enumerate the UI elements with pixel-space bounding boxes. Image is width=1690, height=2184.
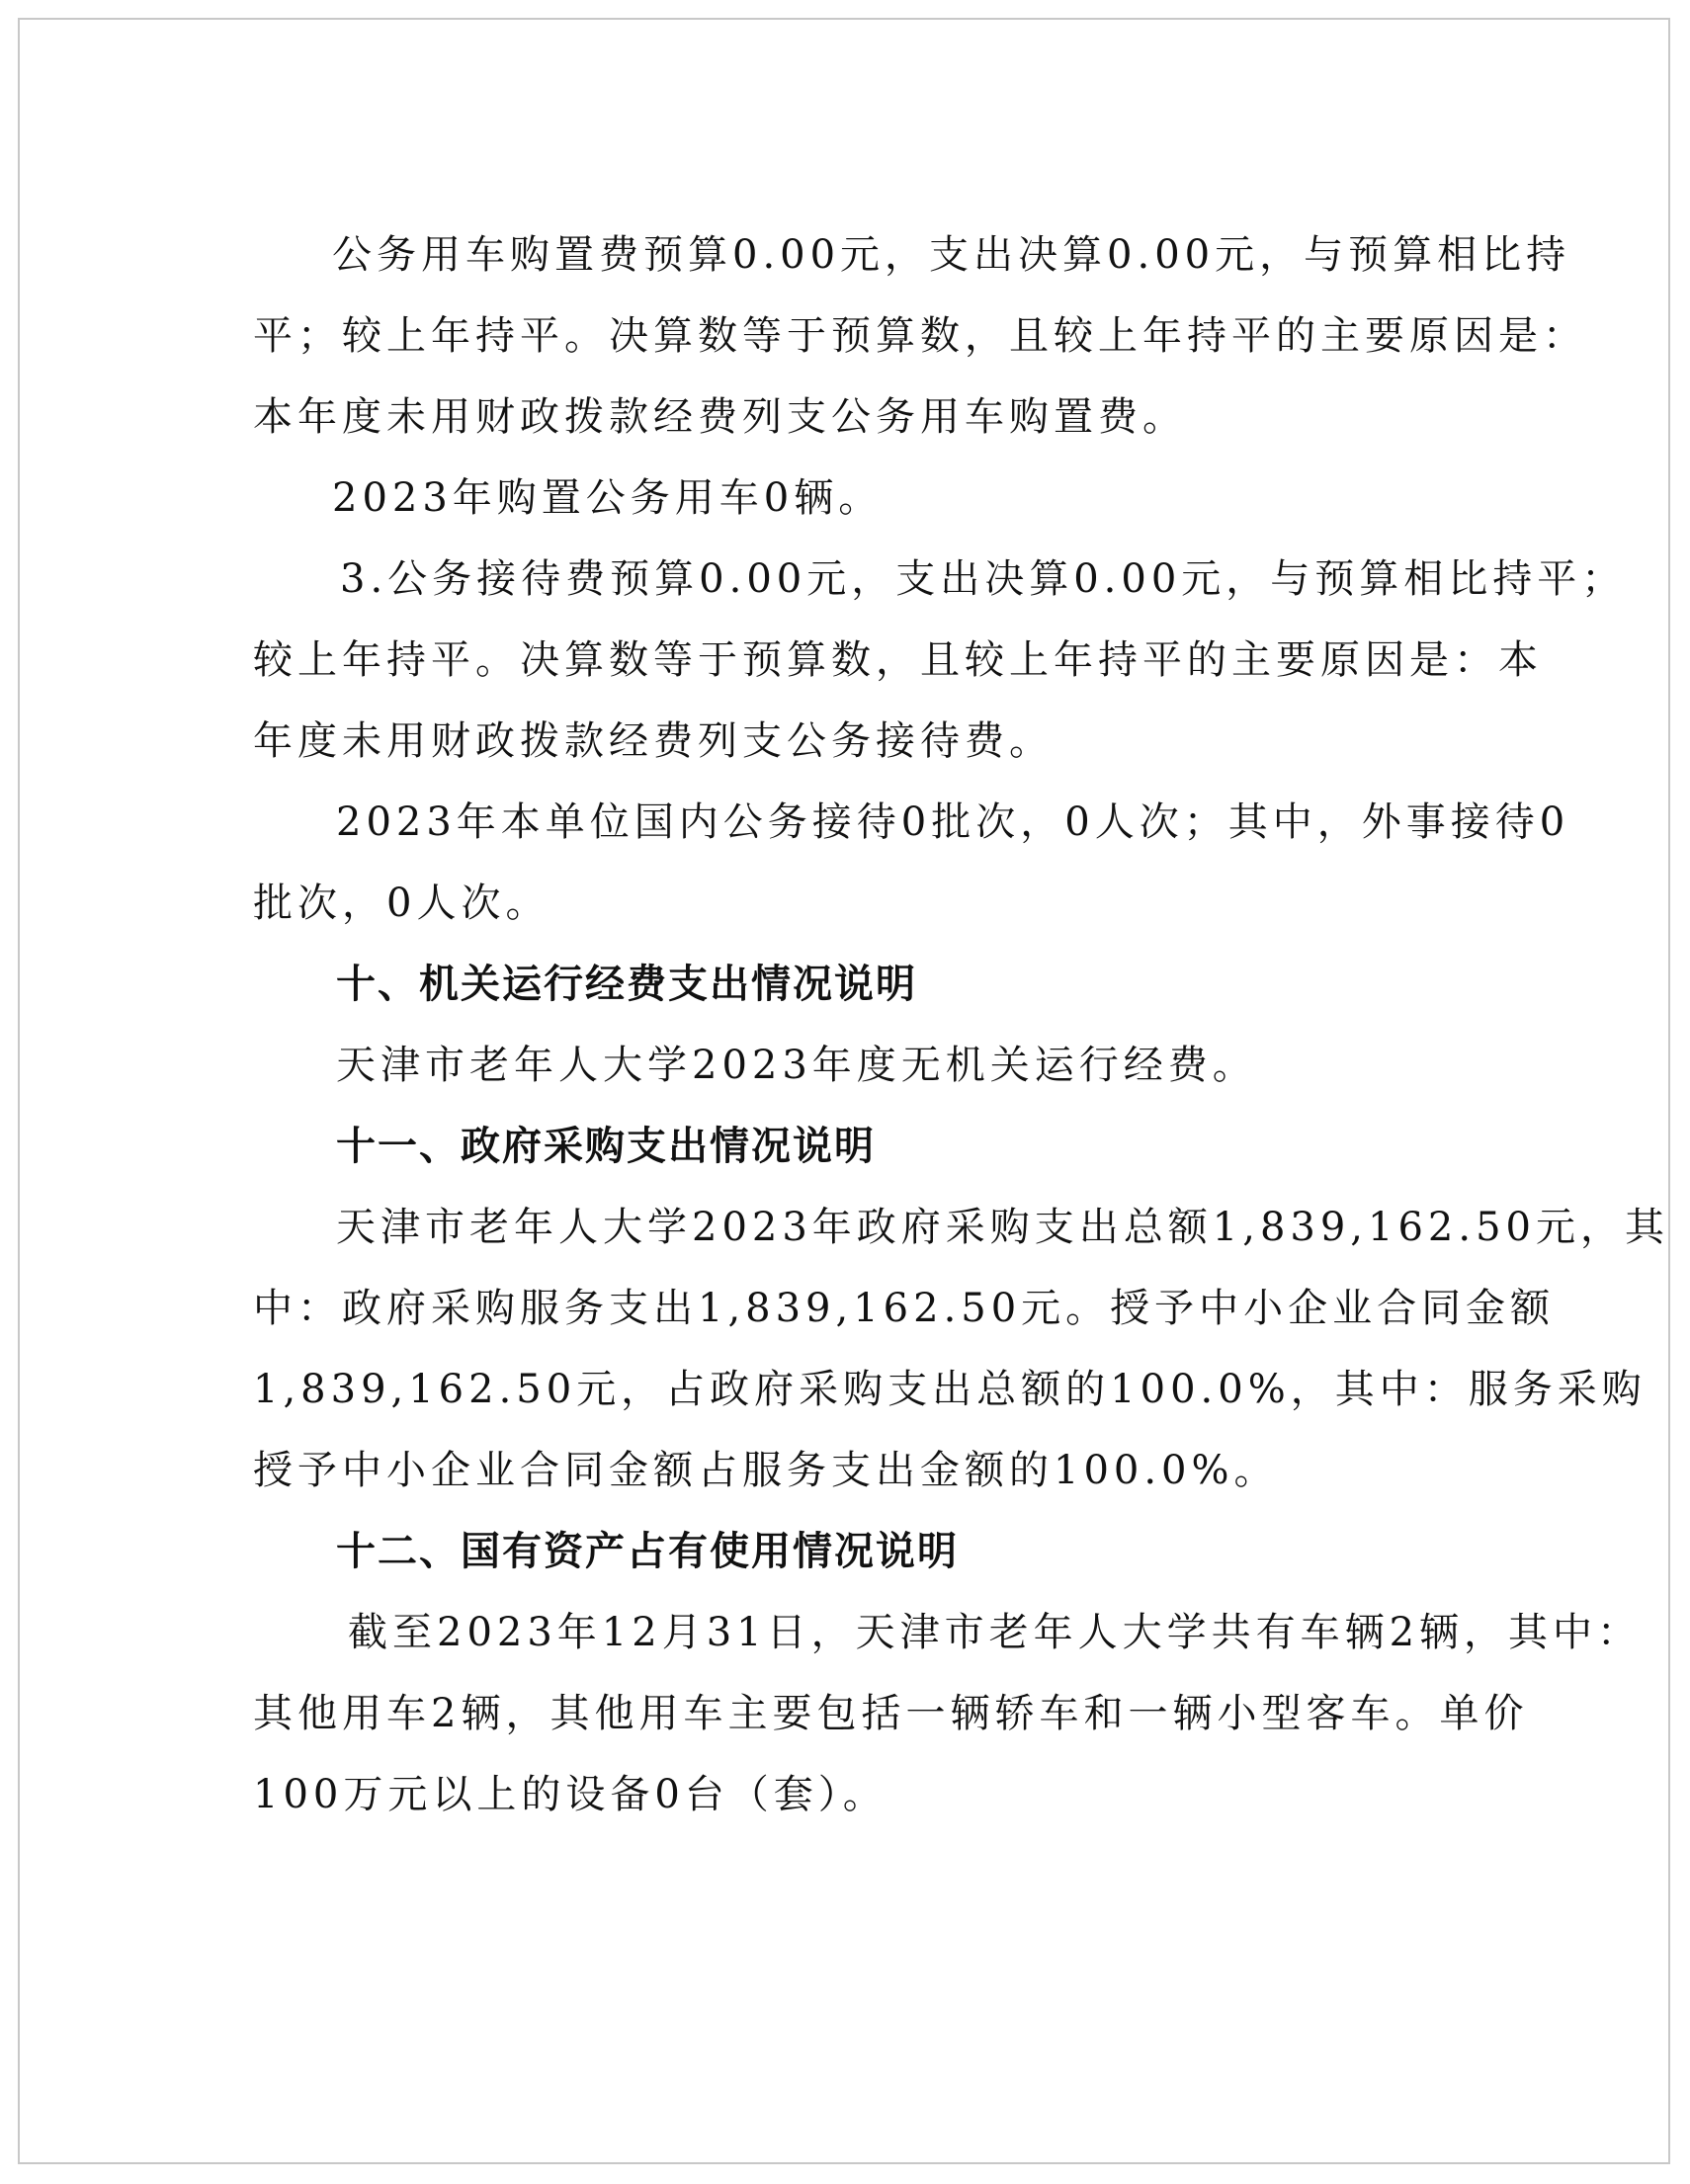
paragraph-line-14: 中：政府采购服务支出1,839,162.50元。授予中小企业合同金额	[253, 1286, 1556, 1331]
paragraph-line-5: 3.公务接待费预算0.00元，支出决算0.00元，与预算相比持平；	[340, 556, 1627, 602]
section-heading-10: 十、机关运行经费支出情况说明	[336, 962, 917, 1007]
section-heading-11: 十一、政府采购支出情况说明	[336, 1124, 876, 1169]
paragraph-line-2: 平；较上年持平。决算数等于预算数，且较上年持平的主要原因是：	[253, 313, 1587, 359]
paragraph-line-4: 2023年购置公务用车0辆。	[332, 475, 884, 521]
paragraph-line-18: 截至2023年12月31日，天津市老年人大学共有车辆2辆，其中：	[348, 1610, 1643, 1655]
paragraph-line-13: 天津市老年人大学2023年政府采购支出总额1,839,162.50元，其	[336, 1205, 1669, 1250]
paragraph-line-8: 2023年本单位国内公务接待0批次，0人次；其中，外事接待0	[336, 799, 1570, 845]
paragraph-line-15: 1,839,162.50元，占政府采购支出总额的100.0%，其中：服务采购	[253, 1367, 1647, 1412]
paragraph-line-6: 较上年持平。决算数等于预算数，且较上年持平的主要原因是：本	[253, 637, 1543, 683]
paragraph-line-7: 年度未用财政拨款经费列支公务接待费。	[253, 718, 1054, 764]
paragraph-line-11: 天津市老年人大学2023年度无机关运行经费。	[336, 1043, 1257, 1088]
paragraph-line-20: 100万元以上的设备0台（套）。	[253, 1772, 887, 1817]
section-heading-12: 十二、国有资产占有使用情况说明	[336, 1529, 959, 1574]
paragraph-line-16: 授予中小企业合同金额占服务支出金额的100.0%。	[253, 1448, 1279, 1493]
paragraph-line-9: 批次，0人次。	[253, 881, 550, 926]
paragraph-line-19: 其他用车2辆，其他用车主要包括一辆轿车和一辆小型客车。单价	[253, 1691, 1529, 1736]
paragraph-line-1: 公务用车购置费预算0.00元，支出决算0.00元，与预算相比持	[332, 232, 1571, 278]
paragraph-line-3: 本年度未用财政拨款经费列支公务用车购置费。	[253, 394, 1187, 440]
